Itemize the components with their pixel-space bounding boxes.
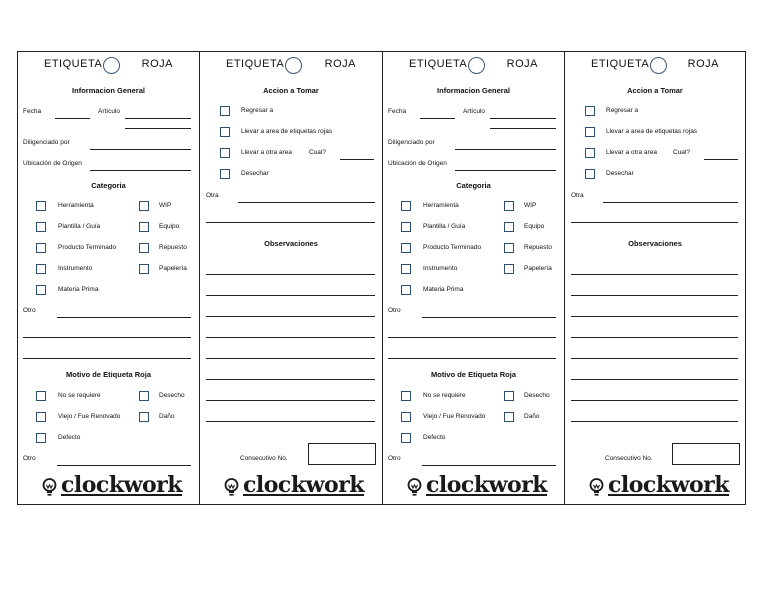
section-title-observaciones: Observaciones: [264, 239, 318, 248]
section-title-motivo: Motivo de Etiqueta Roja: [65, 370, 151, 379]
checkbox-desechar[interactable]: [585, 169, 595, 179]
label-area-etiquetas: Llevar a area de etiquetas rojas: [241, 128, 333, 135]
label-otra-area: Llevar a otra area: [606, 149, 657, 156]
otra-field[interactable]: [238, 202, 375, 203]
label-diligenciado: Diligenciado por: [23, 139, 70, 146]
checkbox-repuesto[interactable]: [139, 243, 149, 253]
label-equipo: Equipo: [524, 223, 545, 230]
circle-mark[interactable]: [285, 57, 302, 74]
tag-back-1: [199, 52, 382, 504]
checkbox-desecho[interactable]: [504, 391, 514, 401]
otra-line-2[interactable]: [571, 222, 738, 223]
checkbox-herramienta[interactable]: [36, 201, 46, 211]
observaciones-line-3[interactable]: [571, 316, 738, 317]
checkbox-herramienta[interactable]: [401, 201, 411, 211]
checkbox-dano[interactable]: [139, 412, 149, 422]
otro-motivo-field[interactable]: [422, 465, 556, 466]
articulo-field[interactable]: [490, 118, 556, 119]
checkbox-equipo[interactable]: [139, 222, 149, 232]
label-consecutivo: Consecutivo No.: [605, 455, 653, 462]
section-title-categoria: Categoria: [456, 181, 491, 190]
header-roja: ROJA: [687, 58, 719, 70]
tag-header: [383, 55, 564, 75]
checkbox-wip[interactable]: [139, 201, 149, 211]
label-instrumento: Instrumento: [58, 265, 93, 272]
checkbox-area-etiquetas[interactable]: [220, 127, 230, 137]
fecha-field[interactable]: [55, 118, 90, 119]
circle-mark[interactable]: [103, 57, 120, 74]
consecutivo-field[interactable]: [308, 443, 376, 465]
checkbox-desecho[interactable]: [139, 391, 149, 401]
checkbox-defecto[interactable]: [36, 433, 46, 443]
checkbox-instrumento[interactable]: [36, 264, 46, 274]
checkbox-defecto[interactable]: [401, 433, 411, 443]
label-wip: WIP: [159, 202, 172, 209]
label-no-se-requiere: No se requiere: [58, 392, 101, 399]
label-defecto: Defecto: [423, 434, 446, 441]
section-title-accion: Accion a Tomar: [627, 86, 683, 95]
label-cual: Cual?: [673, 149, 690, 156]
label-materia-prima: Materia Prima: [423, 286, 464, 293]
circle-mark[interactable]: [468, 57, 485, 74]
observaciones-line-4[interactable]: [206, 337, 375, 338]
checkbox-dano[interactable]: [504, 412, 514, 422]
label-otra: Otra: [571, 192, 584, 199]
observaciones-line-5[interactable]: [206, 358, 375, 359]
logo-text: clockwork: [61, 472, 183, 498]
label-producto-terminado: Producto Terminado: [423, 244, 482, 251]
cual-field[interactable]: [340, 159, 374, 160]
label-desecho: Desecho: [159, 392, 185, 399]
label-otro: Otro: [23, 307, 36, 314]
label-wip: WIP: [524, 202, 537, 209]
lightbulb-icon: [589, 478, 604, 497]
checkbox-area-etiquetas[interactable]: [585, 127, 595, 137]
label-desechar: Desechar: [241, 170, 269, 177]
section-title-general: Informacion General: [72, 86, 145, 95]
articulo-field[interactable]: [125, 118, 191, 119]
label-no-se-requiere: No se requiere: [423, 392, 466, 399]
label-fecha: Fecha: [388, 108, 407, 115]
label-cual: Cual?: [309, 149, 326, 156]
logo-text: clockwork: [243, 472, 365, 498]
header-roja: ROJA: [506, 58, 538, 70]
otro-motivo-field[interactable]: [57, 465, 191, 466]
checkbox-equipo[interactable]: [504, 222, 514, 232]
logo-text: clockwork: [608, 472, 730, 498]
label-viejo: Viejo / Fue Renovado: [58, 413, 121, 420]
ubicacion-field[interactable]: [90, 170, 191, 171]
label-desecho: Desecho: [524, 392, 550, 399]
label-otra: Otra: [206, 192, 219, 199]
section-title-general: Informacion General: [437, 86, 510, 95]
observaciones-line-1[interactable]: [206, 274, 375, 275]
observaciones-line-3[interactable]: [206, 316, 375, 317]
label-otra-area: Llevar a otra area: [241, 149, 292, 156]
label-area-etiquetas: Llevar a area de etiquetas rojas: [606, 128, 698, 135]
circle-mark[interactable]: [650, 57, 667, 74]
label-ubicacion: Ubicación de Origen: [388, 160, 447, 167]
label-ubicacion: Ubicación de Origen: [23, 160, 82, 167]
tag-header: [200, 55, 382, 75]
label-dano: Daño: [524, 413, 540, 420]
tag-front-1: [18, 52, 199, 504]
observaciones-line-6[interactable]: [206, 379, 375, 380]
header-etiqueta: ETIQUETA: [44, 58, 103, 70]
checkbox-producto-terminado[interactable]: [36, 243, 46, 253]
label-fecha: Fecha: [23, 108, 42, 115]
observaciones-line-6[interactable]: [571, 379, 738, 380]
cual-field[interactable]: [704, 159, 738, 160]
otro-line-2[interactable]: [23, 337, 191, 338]
checkbox-no-se-requiere[interactable]: [36, 391, 46, 401]
lightbulb-icon: [407, 478, 422, 497]
label-otro-motivo: Otro: [388, 455, 401, 462]
label-consecutivo: Consecutivo No.: [240, 455, 288, 462]
checkbox-viejo[interactable]: [36, 412, 46, 422]
checkbox-materia-prima[interactable]: [36, 285, 46, 295]
label-papeleria: Papelería: [159, 265, 187, 272]
label-articulo: Artículo: [98, 108, 121, 115]
observaciones-line-5[interactable]: [571, 358, 738, 359]
observaciones-line-8[interactable]: [571, 421, 738, 422]
label-otro-motivo: Otro: [23, 455, 36, 462]
header-etiqueta: ETIQUETA: [591, 58, 650, 70]
checkbox-otra-area[interactable]: [220, 148, 230, 158]
tag-back-2: [564, 52, 745, 504]
checkbox-regresar[interactable]: [220, 106, 230, 116]
label-repuesto: Repuesto: [159, 244, 187, 251]
label-herramienta: Herramienta: [423, 202, 459, 209]
otro-field[interactable]: [57, 317, 191, 318]
header-roja: ROJA: [141, 58, 173, 70]
section-title-observaciones: Observaciones: [628, 239, 682, 248]
checkbox-papeleria[interactable]: [139, 264, 149, 274]
checkbox-otra-area[interactable]: [585, 148, 595, 158]
checkbox-repuesto[interactable]: [504, 243, 514, 253]
otra-line-2[interactable]: [206, 222, 375, 223]
otro-field[interactable]: [422, 317, 556, 318]
label-instrumento: Instrumento: [423, 265, 458, 272]
otro-line-3[interactable]: [23, 358, 191, 359]
checkbox-producto-terminado[interactable]: [401, 243, 411, 253]
section-title-accion: Accion a Tomar: [263, 86, 319, 95]
checkbox-plantilla[interactable]: [36, 222, 46, 232]
checkbox-viejo[interactable]: [401, 412, 411, 422]
fecha-field[interactable]: [420, 118, 455, 119]
label-plantilla: Plantilla / Guía: [423, 223, 466, 230]
label-equipo: Equipo: [159, 223, 180, 230]
otro-line-3[interactable]: [388, 358, 556, 359]
label-regresar: Regresar a: [241, 107, 274, 114]
label-herramienta: Herramienta: [58, 202, 94, 209]
logo-text: clockwork: [426, 472, 548, 498]
consecutivo-field[interactable]: [672, 443, 740, 465]
checkbox-desechar[interactable]: [220, 169, 230, 179]
label-repuesto: Repuesto: [524, 244, 552, 251]
section-title-motivo: Motivo de Etiqueta Roja: [430, 370, 516, 379]
checkbox-plantilla[interactable]: [401, 222, 411, 232]
checkbox-papeleria[interactable]: [504, 264, 514, 274]
checkbox-instrumento[interactable]: [401, 264, 411, 274]
label-regresar: Regresar a: [606, 107, 639, 114]
label-dano: Daño: [159, 413, 175, 420]
diligenciado-field[interactable]: [90, 149, 191, 150]
observaciones-line-7[interactable]: [571, 400, 738, 401]
header-roja: ROJA: [324, 58, 356, 70]
lightbulb-icon: [224, 478, 239, 497]
section-title-categoria: Categoria: [91, 181, 126, 190]
tag-front-2: [382, 52, 564, 504]
lightbulb-icon: [42, 478, 57, 497]
observaciones-line-8[interactable]: [206, 421, 375, 422]
label-producto-terminado: Producto Terminado: [58, 244, 117, 251]
observaciones-line-7[interactable]: [206, 400, 375, 401]
label-articulo: Artículo: [463, 108, 486, 115]
articulo-field-line2[interactable]: [490, 128, 556, 129]
observaciones-line-1[interactable]: [571, 274, 738, 275]
label-diligenciado: Diligenciado por: [388, 139, 435, 146]
red-tag-sheet: [17, 51, 746, 505]
ubicacion-field[interactable]: [455, 170, 556, 171]
diligenciado-field[interactable]: [455, 149, 556, 150]
label-plantilla: Plantilla / Guía: [58, 223, 101, 230]
checkbox-materia-prima[interactable]: [401, 285, 411, 295]
label-materia-prima: Materia Prima: [58, 286, 99, 293]
articulo-field-line2[interactable]: [125, 128, 191, 129]
tag-header: [18, 55, 199, 75]
checkbox-regresar[interactable]: [585, 106, 595, 116]
header-etiqueta: ETIQUETA: [226, 58, 285, 70]
observaciones-line-4[interactable]: [571, 337, 738, 338]
checkbox-no-se-requiere[interactable]: [401, 391, 411, 401]
otra-field[interactable]: [603, 202, 738, 203]
label-papeleria: Papelería: [524, 265, 552, 272]
label-viejo: Viejo / Fue Renovado: [423, 413, 486, 420]
tag-header: [565, 55, 745, 75]
checkbox-wip[interactable]: [504, 201, 514, 211]
observaciones-line-2[interactable]: [571, 295, 738, 296]
label-desechar: Desechar: [606, 170, 634, 177]
otro-line-2[interactable]: [388, 337, 556, 338]
observaciones-line-2[interactable]: [206, 295, 375, 296]
header-etiqueta: ETIQUETA: [409, 58, 468, 70]
label-otro: Otro: [388, 307, 401, 314]
label-defecto: Defecto: [58, 434, 81, 441]
